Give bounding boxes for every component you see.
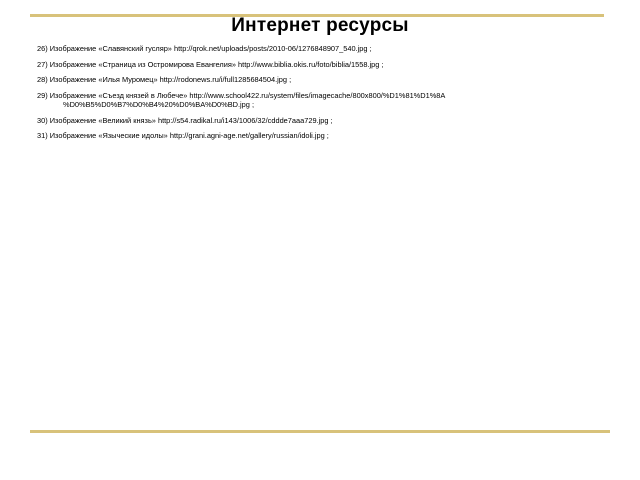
list-item: [37, 116, 597, 126]
list-item: [37, 75, 597, 85]
reference-text: 28) Изображение «Илья Муромец» http://rodonews.ru/i/full1285684504.jpg ;: [37, 75, 292, 84]
reference-text: 26) Изображение «Славянский гусляр» http://qrok.net/uploads/posts/2010-06/1276848907_540.jpg ;: [37, 44, 372, 53]
list-item: [37, 60, 597, 70]
list-item: [37, 131, 597, 141]
page-title: Интернет ресурсы: [231, 15, 409, 36]
reference-text: 29) Изображение «Съезд князей в Любече» http://www.school422.ru/system/files/imagecache/800x800/%D1%81%D1%8A: [37, 90, 446, 100]
bottom-divider: [30, 430, 610, 433]
list-item: [37, 44, 597, 54]
reference-text: 30) Изображение «Великий князь» http://s54.radikal.ru/i143/1006/32/cddde7aaa729.jpg ;: [37, 115, 333, 125]
reference-list: [37, 44, 597, 147]
reference-text: 31) Изображение «Языческие идолы» http://grani.agni-age.net/gallery/russian/idoli.jpg ;: [37, 131, 329, 140]
reference-text: 27) Изображение «Страница из Остромирова Евангелия» http://www.biblia.okis.ru/foto/biblia/1558.jpg ;: [37, 59, 384, 69]
list-item: [37, 91, 597, 110]
reference-text-continuation: %D0%B5%D0%B7%D0%B4%20%D0%BA%D0%BD.jpg ;: [63, 100, 255, 109]
